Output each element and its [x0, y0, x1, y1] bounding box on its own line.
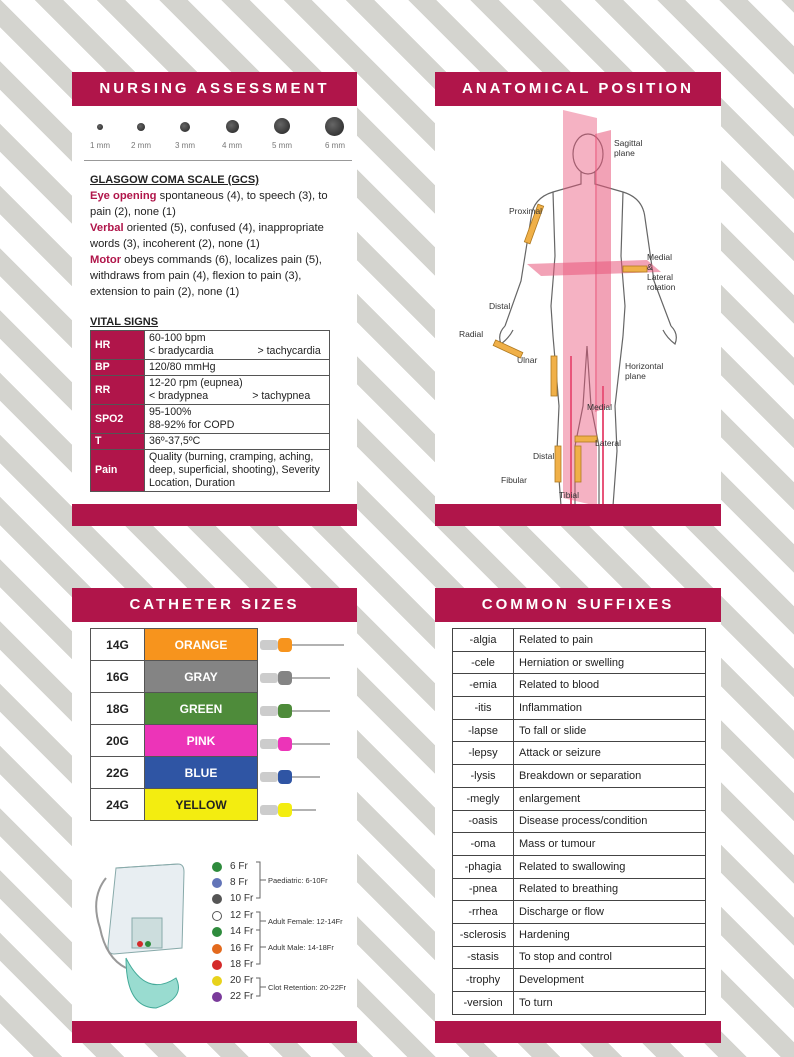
table-row: -cele Herniation or swelling	[453, 651, 706, 674]
french-size: 18 Fr	[230, 959, 254, 970]
pupil-4mm-icon	[226, 120, 239, 133]
french-color-dot	[212, 976, 222, 986]
vital-label: SPO2	[91, 405, 145, 434]
table-row: -oma Mass or tumour	[453, 833, 706, 856]
anatomical-position-card	[435, 72, 721, 526]
glasgow-coma-scale	[90, 172, 330, 300]
table-row: -lepsy Attack or seizure	[453, 742, 706, 765]
table-row: -emia Related to blood	[453, 674, 706, 697]
french-color-dot	[212, 878, 222, 888]
table-row: -algia Related to pain	[453, 629, 706, 652]
label-proximal: Proximal	[509, 206, 543, 216]
gcs-eye: Eye opening spontaneous (4), to speech (3), to pain (2), none (1)	[90, 190, 328, 218]
table-row: -oasis Disease process/condition	[453, 810, 706, 833]
nursing-assessment-title: NURSING ASSESSMENT	[72, 72, 357, 106]
french-color-dot	[212, 992, 222, 1002]
label-medial-leg: Medial	[587, 402, 613, 412]
catheter-gauge-table	[90, 628, 258, 821]
group-paediatric: Paediatric: 6-10Fr	[268, 876, 328, 885]
table-row	[91, 405, 330, 434]
label-tibial: Tibial	[559, 490, 579, 500]
footer-bar	[435, 504, 721, 526]
suffixes-table	[452, 628, 706, 1015]
table-row: -rrhea Discharge or flow	[453, 901, 706, 924]
french-color-dot	[212, 911, 222, 921]
gcs-title: GLASGOW COMA SCALE (GCS)	[90, 174, 259, 186]
table-row: -megly enlargement	[453, 787, 706, 810]
iv-cannula-icon	[260, 803, 316, 817]
urinary-catheter-bag-icon	[86, 858, 196, 1018]
iv-cannula-icons	[258, 628, 348, 828]
vital-signs-title: VITAL SIGNS	[90, 316, 159, 328]
label-lateral-leg: Lateral	[595, 438, 621, 448]
gauge-color: YELLOW	[145, 789, 258, 821]
label-fibular: Fibular	[501, 475, 527, 485]
french-color-dot	[212, 894, 222, 904]
table-row: 14G ORANGE	[91, 629, 258, 661]
french-size: 20 Fr	[230, 975, 254, 986]
nursing-assessment-card	[72, 72, 357, 526]
table-row: 22G BLUE	[91, 757, 258, 789]
footer-bar	[72, 1021, 357, 1043]
pupil-label: 6 mm	[325, 141, 345, 150]
french-size: 8 Fr	[230, 877, 248, 888]
table-row	[91, 450, 330, 492]
table-row: -lysis Breakdown or separation	[453, 765, 706, 788]
iv-cannula-icon	[260, 737, 330, 751]
common-suffixes-card	[435, 588, 721, 1043]
french-color-dot	[212, 960, 222, 970]
pupil-label: 2 mm	[131, 141, 151, 150]
pupil-3mm-icon	[180, 122, 190, 132]
common-suffixes-title: COMMON SUFFIXES	[435, 588, 721, 622]
pupil-label: 4 mm	[222, 141, 242, 150]
table-row: -stasis To stop and control	[453, 946, 706, 969]
french-size: 12 Fr	[230, 910, 254, 921]
table-row: -trophy Development	[453, 969, 706, 992]
table-row: -sclerosis Hardening	[453, 923, 706, 946]
gauge-color: PINK	[145, 725, 258, 757]
pupil-2mm-icon	[137, 123, 145, 131]
pupil-label: 3 mm	[175, 141, 195, 150]
table-row	[91, 331, 330, 360]
vital-label: Pain	[91, 450, 145, 492]
anatomical-figure	[435, 106, 721, 526]
pupil-1mm-icon	[97, 124, 103, 130]
gauge-color: ORANGE	[145, 629, 258, 661]
iv-cannula-icon	[260, 671, 330, 685]
french-size: 16 Fr	[230, 943, 254, 954]
table-row	[91, 434, 330, 450]
table-row: 24G YELLOW	[91, 789, 258, 821]
table-row: 18G GREEN	[91, 693, 258, 725]
gauge-color: BLUE	[145, 757, 258, 789]
iv-cannula-icon	[260, 704, 330, 718]
iv-cannula-icon	[260, 770, 320, 784]
footer-bar	[72, 504, 357, 526]
table-row: -phagia Related to swallowing	[453, 855, 706, 878]
vital-value: 95-100% 88-92% for COPD	[145, 405, 330, 434]
label-medial-lateral-rotation: Medial & Lateral rotation	[647, 252, 676, 292]
vital-signs-table	[90, 330, 330, 492]
french-size: 22 Fr	[230, 991, 254, 1002]
vital-value: 60-100 bpm < bradycardia > tachycardia	[145, 331, 330, 360]
table-row	[91, 376, 330, 405]
gauge-color: GRAY	[145, 661, 258, 693]
french-size: 14 Fr	[230, 926, 254, 937]
label-sagittal: Sagittal plane	[614, 138, 643, 158]
table-row	[91, 360, 330, 376]
pupil-label: 1 mm	[90, 141, 110, 150]
footer-bar	[435, 1021, 721, 1043]
french-color-dot	[212, 944, 222, 954]
vital-label: BP	[91, 360, 145, 376]
label-distal-arm: Distal	[489, 301, 511, 311]
group-adult-female: Adult Female: 12-14Fr	[268, 917, 343, 926]
vital-label: RR	[91, 376, 145, 405]
iv-cannula-icon	[260, 638, 344, 652]
anatomical-position-title: ANATOMICAL POSITION	[435, 72, 721, 106]
table-row: -lapse To fall or slide	[453, 719, 706, 742]
gcs-motor: Motor obeys commands (6), localizes pain (5), withdraws from pain (4), flexion to pain (3), extension to pain (2), none (1)	[90, 254, 322, 298]
vital-label: HR	[91, 331, 145, 360]
table-row: -pnea Related to breathing	[453, 878, 706, 901]
french-color-dot	[212, 862, 222, 872]
french-size: 10 Fr	[230, 893, 254, 904]
gauge-color: GREEN	[145, 693, 258, 725]
french-size: 6 Fr	[230, 861, 248, 872]
vital-value: 36º-37,5ºC	[145, 434, 330, 450]
vital-label: T	[91, 434, 145, 450]
group-adult-male: Adult Male: 14-18Fr	[268, 943, 334, 952]
table-row: 20G PINK	[91, 725, 258, 757]
label-distal-leg: Distal	[533, 451, 555, 461]
pupil-6mm-icon	[325, 117, 344, 136]
catheter-sizes-title: CATHETER SIZES	[72, 588, 357, 622]
label-radial: Radial	[459, 329, 484, 339]
divider	[84, 160, 352, 161]
pupil-5mm-icon	[274, 118, 290, 134]
table-row: 16G GRAY	[91, 661, 258, 693]
group-clot-retention: Clot Retention: 20-22Fr	[268, 983, 346, 992]
label-ulnar: Ulnar	[517, 355, 538, 365]
vital-value: 120/80 mmHg	[145, 360, 330, 376]
vital-value: 12-20 rpm (eupnea) < bradypnea > tachypnea	[145, 376, 330, 405]
french-color-dot	[212, 927, 222, 937]
vital-value: Quality (burning, cramping, aching, deep, superficial, shooting), Severity Location, Duration	[145, 450, 330, 492]
table-row: -itis Inflammation	[453, 697, 706, 720]
table-row: -version To turn	[453, 992, 706, 1015]
gcs-verbal: Verbal oriented (5), confused (4), inappropriate words (3), incoherent (2), none (1)	[90, 222, 324, 250]
catheter-sizes-card	[72, 588, 357, 1043]
pupil-label: 5 mm	[272, 141, 292, 150]
label-horizontal: Horizontal plane	[625, 361, 664, 381]
